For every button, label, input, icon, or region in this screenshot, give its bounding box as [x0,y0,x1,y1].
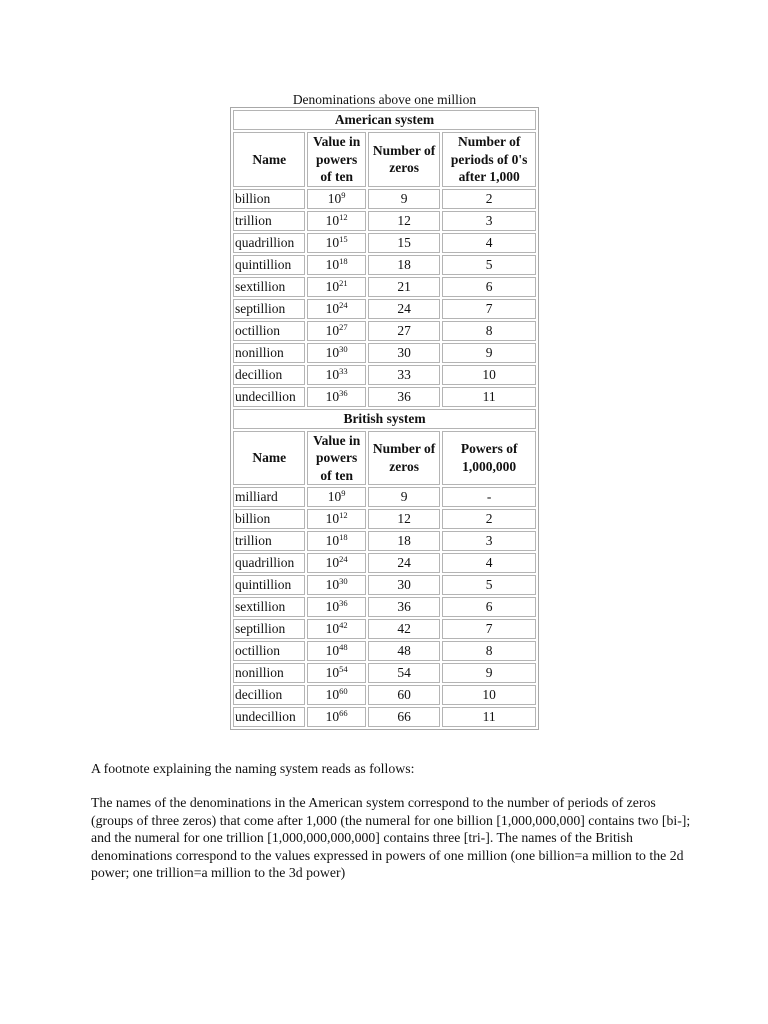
power-base: 10 [325,344,340,360]
power-exponent: 30 [339,343,348,354]
denominations-table [230,107,539,730]
power-exponent: 12 [339,211,348,222]
col-header-periods: Number of periods of 0's after 1,000 [442,132,536,187]
powers-of-million: 7 [442,619,536,639]
col-header-name: Name [233,431,305,486]
british-column-headers [233,431,536,486]
number-of-zeros: 27 [368,321,440,341]
power-exponent: 36 [339,598,348,608]
denomination-name: trillion [233,531,305,551]
british-table-row [233,575,536,595]
power-of-ten [307,277,365,297]
british-table-row [233,707,536,727]
powers-of-million: 3 [442,531,536,551]
powers-of-million: 9 [442,663,536,683]
number-of-zeros: 60 [368,685,440,705]
number-of-zeros: 9 [368,487,440,507]
denomination-name: septillion [233,619,305,639]
american-table-row [233,189,536,209]
power-base: 10 [325,533,340,548]
american-table-row [233,387,536,407]
power-of-ten [307,641,365,661]
power-exponent: 33 [339,365,348,376]
col-header-zeros: Number of zeros [368,431,440,486]
power-base: 10 [325,643,340,658]
british-table-row [233,553,536,573]
power-exponent: 24 [339,554,348,564]
power-of-ten [307,211,365,231]
power-of-ten [307,509,365,529]
power-exponent: 24 [339,299,348,310]
power-exponent: 18 [339,532,348,542]
powers-of-million: 10 [442,685,536,705]
denomination-name: sextillion [233,597,305,617]
footnote-body: The names of the denominations in the American system correspond to the number of periods of zeros (groups of three zeros) that come after 1,000 (the numeral for one billion [1,000,000,000] contains two [bi-]; and the numeral for one trillion [1,000,000,000,000] contains three [tri-]. The names of the British denominations correspond to the values expressed in powers of one million (one billion=a million to the 2d power; one trillion=a million to the 3d power) [91,795,691,881]
number-of-zeros: 18 [368,255,440,275]
power-base: 10 [325,234,340,250]
american-table-row [233,321,536,341]
col-header-value: Value in powers of ten [307,132,365,187]
british-table-row [233,619,536,639]
denomination-name: billion [233,509,305,529]
power-exponent: 54 [339,664,348,674]
power-exponent: 21 [339,277,348,288]
footnote-intro: A footnote explaining the naming system reads as follows: [91,761,415,776]
american-system-title: American system [233,110,536,130]
power-base: 10 [325,599,340,614]
power-of-ten [307,321,365,341]
power-base: 10 [325,709,340,724]
power-exponent: 36 [339,387,348,398]
american-table-row [233,255,536,275]
british-system-title: British system [233,409,536,429]
powers-of-million: 4 [442,553,536,573]
power-exponent: 15 [339,233,348,244]
power-of-ten [307,255,365,275]
power-of-ten [307,343,365,363]
number-of-zeros: 36 [368,387,440,407]
american-table-row [233,211,536,231]
number-of-zeros: 42 [368,619,440,639]
denomination-name: undecillion [233,387,305,407]
power-of-ten [307,487,365,507]
british-table-row [233,597,536,617]
periods-after-thousand: 8 [442,321,536,341]
number-of-zeros: 18 [368,531,440,551]
number-of-zeros: 12 [368,509,440,529]
power-of-ten [307,365,365,385]
power-exponent: 60 [339,686,348,696]
power-exponent: 18 [339,255,348,266]
powers-of-million: - [442,487,536,507]
denomination-name: decillion [233,365,305,385]
power-of-ten [307,553,365,573]
power-of-ten [307,299,365,319]
power-of-ten [307,233,365,253]
powers-of-million: 8 [442,641,536,661]
denomination-name: quadrillion [233,553,305,573]
power-base: 10 [325,511,340,526]
number-of-zeros: 9 [368,189,440,209]
british-table-row [233,531,536,551]
powers-of-million: 11 [442,707,536,727]
periods-after-thousand: 11 [442,387,536,407]
denomination-name: septillion [233,299,305,319]
british-table-row [233,487,536,507]
denomination-name: sextillion [233,277,305,297]
american-table-row [233,233,536,253]
power-base: 10 [325,577,340,592]
periods-after-thousand: 2 [442,189,536,209]
periods-after-thousand: 6 [442,277,536,297]
number-of-zeros: 30 [368,343,440,363]
british-table-row [233,685,536,705]
power-base: 10 [325,212,340,228]
col-header-name: Name [233,132,305,187]
number-of-zeros: 66 [368,707,440,727]
periods-after-thousand: 10 [442,365,536,385]
table-caption: Denominations above one million [292,92,477,107]
american-table-row [233,343,536,363]
power-base: 10 [325,278,340,294]
british-table-row [233,663,536,683]
british-table-row [233,509,536,529]
powers-of-million: 5 [442,575,536,595]
power-of-ten [307,531,365,551]
number-of-zeros: 15 [368,233,440,253]
power-base: 10 [327,190,342,206]
col-header-value: Value in powers of ten [307,431,365,486]
number-of-zeros: 48 [368,641,440,661]
power-of-ten [307,575,365,595]
american-column-headers [233,132,536,187]
number-of-zeros: 36 [368,597,440,617]
number-of-zeros: 12 [368,211,440,231]
power-exponent: 12 [339,510,348,520]
denominations-table-body [233,110,536,727]
number-of-zeros: 30 [368,575,440,595]
number-of-zeros: 33 [368,365,440,385]
powers-of-million: 2 [442,509,536,529]
power-exponent: 9 [341,189,346,200]
power-base: 10 [325,256,340,272]
denomination-name: octillion [233,641,305,661]
power-base: 10 [325,621,340,636]
power-exponent: 9 [341,488,346,498]
power-of-ten [307,189,365,209]
power-of-ten [307,685,365,705]
number-of-zeros: 24 [368,299,440,319]
number-of-zeros: 21 [368,277,440,297]
denomination-name: nonillion [233,663,305,683]
power-of-ten [307,663,365,683]
denomination-name: milliard [233,487,305,507]
power-exponent: 27 [339,321,348,332]
power-exponent: 48 [339,642,348,652]
periods-after-thousand: 7 [442,299,536,319]
power-base: 10 [325,665,340,680]
col-header-zeros: Number of zeros [368,132,440,187]
power-base: 10 [325,300,340,316]
power-exponent: 30 [339,576,348,586]
power-exponent: 66 [339,708,348,718]
denomination-name: decillion [233,685,305,705]
periods-after-thousand: 9 [442,343,536,363]
col-header-powers: Powers of 1,000,000 [442,431,536,486]
denomination-name: quintillion [233,255,305,275]
power-of-ten [307,387,365,407]
power-base: 10 [327,489,342,504]
american-table-row [233,299,536,319]
denomination-name: quintillion [233,575,305,595]
power-base: 10 [325,366,340,382]
denomination-name: billion [233,189,305,209]
power-exponent: 42 [339,620,348,630]
power-base: 10 [325,687,340,702]
denomination-name: octillion [233,321,305,341]
periods-after-thousand: 5 [442,255,536,275]
british-section-header [233,409,536,429]
power-base: 10 [325,555,340,570]
denomination-name: trillion [233,211,305,231]
periods-after-thousand: 4 [442,233,536,253]
denomination-name: nonillion [233,343,305,363]
power-base: 10 [325,388,340,404]
denomination-name: quadrillion [233,233,305,253]
powers-of-million: 6 [442,597,536,617]
power-of-ten [307,707,365,727]
power-of-ten [307,597,365,617]
number-of-zeros: 54 [368,663,440,683]
american-section-header [233,110,536,130]
denomination-name: undecillion [233,707,305,727]
periods-after-thousand: 3 [442,211,536,231]
american-table-row [233,277,536,297]
power-base: 10 [325,322,340,338]
british-table-row [233,641,536,661]
number-of-zeros: 24 [368,553,440,573]
american-table-row [233,365,536,385]
power-of-ten [307,619,365,639]
